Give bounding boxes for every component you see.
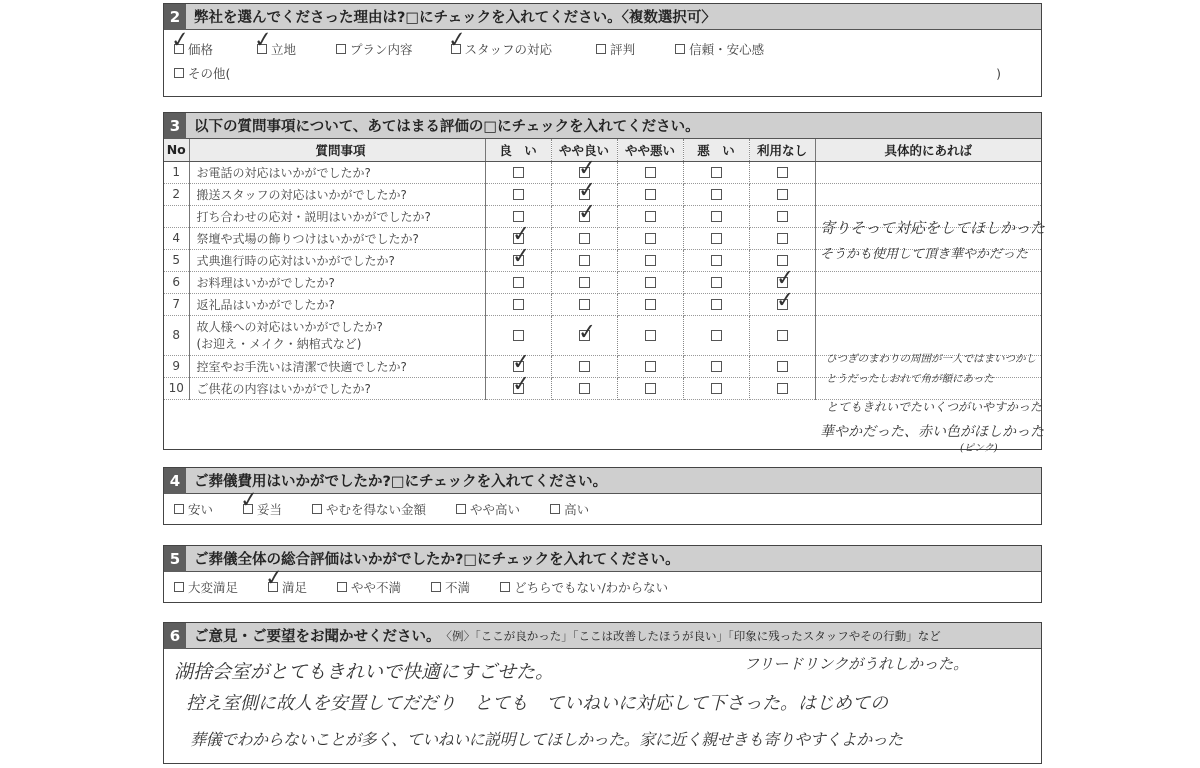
rating-cell <box>617 227 683 249</box>
row-question <box>189 271 485 293</box>
comment-line-1a: 湖捨会室がとてもきれいで快適にすごせた。 <box>174 661 555 683</box>
rating-checkbox[interactable] <box>513 211 524 222</box>
q4-option-label: 妥当 <box>257 502 283 517</box>
q2-option-label: 価格 <box>188 42 214 57</box>
q4-option[interactable] <box>312 500 426 518</box>
table-row <box>164 183 1041 205</box>
header-detail: 具体的にあれば <box>815 139 1041 161</box>
q2-checkbox[interactable] <box>336 44 346 54</box>
check-mark-icon: ✓ <box>576 154 597 182</box>
q4-option-label: やや高い <box>470 502 521 517</box>
check-mark-icon: ✓ <box>263 565 285 592</box>
q2-option[interactable] <box>336 40 413 58</box>
check-mark-icon: ✓ <box>576 318 597 346</box>
q2-checkbox[interactable] <box>174 44 184 54</box>
q4-checkbox[interactable] <box>312 504 322 514</box>
rating-cell <box>683 315 749 355</box>
question-text: ご供花の内容はいかがでしたか? <box>196 381 371 396</box>
q2-checkbox[interactable] <box>596 44 606 54</box>
rating-cell <box>749 355 815 377</box>
q2-option-label: 信頼・安心感 <box>689 42 765 57</box>
rating-cell <box>749 161 815 183</box>
q3-section <box>163 112 1046 454</box>
header-good: 良 い <box>485 139 551 161</box>
row-number: 7 <box>164 293 189 315</box>
rating-cell <box>749 183 815 205</box>
q2-option[interactable] <box>675 40 764 58</box>
rating-checkbox[interactable] <box>645 255 656 266</box>
q2-option[interactable] <box>169 27 214 58</box>
q5-option[interactable] <box>174 578 238 596</box>
rating-cell <box>749 205 815 227</box>
q5-checkbox[interactable] <box>174 582 184 592</box>
question-text: 控室やお手洗いは清潔で快適でしたか? <box>196 359 407 374</box>
check-mark-icon: ✓ <box>510 220 531 248</box>
rating-checkbox[interactable] <box>579 383 590 394</box>
q4-option[interactable] <box>174 500 213 518</box>
detail-note-5: 華やかだった、赤い色がほしかった <box>820 424 1044 440</box>
rating-cell <box>485 271 551 293</box>
row-question <box>189 293 485 315</box>
q5-option-label: やや不満 <box>351 580 402 595</box>
check-mark-icon: ✓ <box>252 27 274 54</box>
question-text: 搬送スタッフの対応はいかがでしたか? <box>196 187 407 202</box>
table-row <box>164 161 1041 183</box>
q5-options <box>164 565 1041 602</box>
q5-option-label: どちらでもない/わからない <box>514 580 669 595</box>
q2-other-close: ) <box>996 65 1001 81</box>
q4-header <box>164 468 1041 494</box>
question-text: 打ち合わせの応対・説明はいかがでしたか? <box>196 209 431 224</box>
q5-option[interactable] <box>263 565 308 596</box>
rating-checkbox[interactable] <box>711 299 722 310</box>
rating-cell <box>551 198 617 227</box>
rating-cell <box>551 355 617 377</box>
q4-option[interactable] <box>456 500 520 518</box>
q2-checkbox[interactable] <box>257 44 267 54</box>
check-mark-icon: ✓ <box>169 27 191 54</box>
row-question <box>189 377 485 399</box>
rating-cell <box>683 205 749 227</box>
rating-checkbox[interactable] <box>711 361 722 372</box>
rating-cell <box>551 377 617 399</box>
header-no: No <box>164 139 189 161</box>
q2-option-label: スタッフの対応 <box>464 42 553 57</box>
q4-checkbox[interactable] <box>174 504 184 514</box>
row-number: 1 <box>164 161 189 183</box>
detail-cell[interactable] <box>815 293 1041 315</box>
q4-checkbox[interactable] <box>456 504 466 514</box>
rating-checkbox[interactable] <box>711 189 722 200</box>
rating-cell <box>617 315 683 355</box>
q2-number: 2 <box>164 4 186 30</box>
rating-checkbox[interactable] <box>777 383 788 394</box>
detail-cell[interactable] <box>815 271 1041 293</box>
q5-option[interactable] <box>500 578 668 596</box>
q4-checkbox[interactable] <box>243 504 253 514</box>
rating-checkbox[interactable] <box>711 277 722 288</box>
check-mark-icon: ✓ <box>510 370 531 398</box>
rating-cell <box>551 227 617 249</box>
rating-cell <box>617 249 683 271</box>
q2-option[interactable] <box>252 27 297 58</box>
rating-checkbox[interactable] <box>711 383 722 394</box>
rating-cell <box>617 271 683 293</box>
rating-cell <box>617 183 683 205</box>
rating-checkbox[interactable] <box>711 211 722 222</box>
header-na: 利用なし <box>749 139 815 161</box>
q5-option[interactable] <box>337 578 401 596</box>
rating-cell <box>683 377 749 399</box>
rating-checkbox[interactable] <box>777 361 788 372</box>
q5-checkbox[interactable] <box>268 582 278 592</box>
q4-title: ご葬儀費用はいかがでしたか?□にチェックを入れてください。 <box>194 474 608 490</box>
q5-number: 5 <box>164 546 186 572</box>
rating-checkbox[interactable] <box>711 255 722 266</box>
rating-cell <box>485 293 551 315</box>
rating-cell <box>749 286 815 315</box>
detail-note-4: とてもきれいでたいくつがいやすかった <box>826 400 1043 414</box>
check-mark-icon: ✓ <box>238 487 260 514</box>
q5-checkbox[interactable] <box>431 582 441 592</box>
rating-checkbox[interactable] <box>711 330 722 341</box>
header-bad: 悪 い <box>683 139 749 161</box>
rating-cell <box>617 377 683 399</box>
q5-section <box>163 545 1042 603</box>
q2-option-label: 評判 <box>610 42 636 57</box>
q2-header <box>164 4 1041 30</box>
q3-table-header <box>164 139 1041 161</box>
row-question <box>189 183 485 205</box>
rating-cell <box>551 293 617 315</box>
q2-options <box>164 27 1041 60</box>
q2-section <box>163 3 1042 97</box>
detail-cell[interactable] <box>815 183 1041 205</box>
q3-header <box>164 113 1041 139</box>
q6-header <box>164 623 1041 649</box>
rating-cell <box>617 161 683 183</box>
rating-checkbox[interactable] <box>579 299 590 310</box>
rating-cell <box>683 271 749 293</box>
rating-checkbox[interactable] <box>645 330 656 341</box>
q2-other-label: その他( <box>188 66 231 81</box>
rating-checkbox[interactable] <box>777 233 788 244</box>
check-mark-icon: ✓ <box>510 242 531 270</box>
q2-checkbox[interactable] <box>675 44 685 54</box>
rating-checkbox[interactable] <box>579 361 590 372</box>
question-text: 返礼品はいかがでしたか? <box>196 297 335 312</box>
rating-checkbox[interactable] <box>645 233 656 244</box>
rating-cell <box>617 355 683 377</box>
q5-option-label: 満足 <box>282 580 308 595</box>
q5-option-label: 大変満足 <box>188 580 239 595</box>
rating-checkbox[interactable] <box>711 167 722 178</box>
header-fairly-good: やや良い <box>551 139 617 161</box>
rating-checkbox[interactable] <box>777 211 788 222</box>
q4-option-label: 高い <box>564 502 590 517</box>
q2-title: 弊社を選んでくださった理由は?□にチェックを入れてください。〈複数選択可〉 <box>194 10 716 26</box>
rating-cell <box>683 293 749 315</box>
q2-other-checkbox[interactable] <box>174 68 184 78</box>
rating-cell <box>749 315 815 355</box>
rating-checkbox[interactable] <box>513 299 524 310</box>
rating-checkbox[interactable] <box>645 211 656 222</box>
q4-number: 4 <box>164 468 186 494</box>
rating-checkbox[interactable] <box>645 277 656 288</box>
q5-checkbox[interactable] <box>500 582 510 592</box>
rating-checkbox[interactable] <box>579 233 590 244</box>
rating-checkbox[interactable] <box>777 189 788 200</box>
comment-line-1b: フリードリンクがうれしかった。 <box>744 655 969 673</box>
rating-checkbox[interactable] <box>513 167 524 178</box>
row-number: 8 <box>164 315 189 355</box>
q4-option[interactable] <box>238 487 283 518</box>
rating-cell <box>617 205 683 227</box>
comment-line-2: 控え室側に故人を安置してだだり とても ていねいに対応して下さった。はじめての <box>186 693 888 714</box>
q6-number: 6 <box>164 623 186 649</box>
question-text: 式典進行時の応対はいかがでしたか? <box>196 253 395 268</box>
row-number: 9 <box>164 355 189 377</box>
rating-checkbox[interactable] <box>579 277 590 288</box>
q6-title: ご意見・ご要望をお聞かせください。 <box>194 629 441 645</box>
rating-cell <box>749 227 815 249</box>
detail-cell[interactable] <box>815 161 1041 183</box>
row-question <box>189 249 485 271</box>
rating-cell <box>551 271 617 293</box>
row-number <box>164 205 189 227</box>
rating-checkbox[interactable] <box>579 255 590 266</box>
rating-checkbox[interactable] <box>645 383 656 394</box>
rating-cell <box>551 315 617 355</box>
rating-cell <box>617 293 683 315</box>
q2-option[interactable] <box>596 40 635 58</box>
row-question <box>189 355 485 377</box>
q3-number: 3 <box>164 113 186 139</box>
q6-example: 〈例〉「ここが良かった」「ここは改善したほうが良い」「印象に残ったスタッフやその行動」など <box>440 628 941 643</box>
rating-cell <box>683 161 749 183</box>
q4-section <box>163 467 1042 525</box>
check-mark-icon: ✓ <box>576 198 597 226</box>
row-number: 2 <box>164 183 189 205</box>
detail-note-6: (ピンク) <box>960 443 998 454</box>
rating-cell <box>683 227 749 249</box>
row-question <box>189 315 485 355</box>
rating-cell <box>749 377 815 399</box>
question-subtext: (お迎え・メイク・納棺式など) <box>196 337 362 351</box>
rating-cell <box>683 249 749 271</box>
q2-option-label: プラン内容 <box>350 42 413 57</box>
table-row <box>164 293 1041 315</box>
q5-header <box>164 546 1041 572</box>
rating-checkbox[interactable] <box>777 167 788 178</box>
q4-option-label: 安い <box>188 502 214 517</box>
row-number: 4 <box>164 227 189 249</box>
q4-option[interactable] <box>550 500 589 518</box>
q5-option-label: 不満 <box>445 580 471 595</box>
q5-title: ご葬儀全体の総合評価はいかがでしたか?□にチェックを入れてください。 <box>194 552 680 568</box>
q5-checkbox[interactable] <box>337 582 347 592</box>
question-text: お料理はいかがでしたか? <box>196 275 335 290</box>
row-number: 10 <box>164 377 189 399</box>
rating-checkbox[interactable] <box>513 330 524 341</box>
rating-cell <box>683 183 749 205</box>
detail-note-3: ひつぎのまわりの周囲が一人ではまいつかしとうだったしおれて角が額にあった <box>826 353 1036 385</box>
rating-checkbox[interactable] <box>645 361 656 372</box>
rating-checkbox[interactable] <box>645 167 656 178</box>
rating-cell <box>485 242 551 271</box>
rating-checkbox[interactable] <box>645 299 656 310</box>
check-mark-icon: ✓ <box>576 176 597 204</box>
q3-title: 以下の質問事項について、あてはまる評価の□にチェックを入れてください。 <box>194 119 700 135</box>
comment-line-3: 葬儀でわからないことが多く、ていねいに説明してほしかった。家に近く親せきも寄りやすくよかった <box>190 730 903 749</box>
rating-cell <box>485 315 551 355</box>
row-number: 5 <box>164 249 189 271</box>
rating-checkbox[interactable] <box>711 233 722 244</box>
detail-note-2: そうかも使用して頂き華やかだった <box>820 247 1029 262</box>
q2-checkbox[interactable] <box>451 44 461 54</box>
check-mark-icon: ✓ <box>446 27 468 54</box>
rating-cell <box>485 161 551 183</box>
rating-checkbox[interactable] <box>645 189 656 200</box>
rating-cell <box>485 370 551 399</box>
rating-checkbox[interactable] <box>513 189 524 200</box>
q4-options <box>164 487 1041 524</box>
q2-option[interactable] <box>446 27 553 58</box>
rating-checkbox[interactable] <box>513 277 524 288</box>
q6-section <box>163 622 1042 764</box>
q2-option-label: 立地 <box>271 42 297 57</box>
row-question <box>189 161 485 183</box>
row-question <box>189 227 485 249</box>
q2-other-row <box>164 60 1041 86</box>
detail-note-1: 寄りそって対応をしてほしかった <box>820 219 1046 237</box>
q4-checkbox[interactable] <box>550 504 560 514</box>
header-question: 質問事項 <box>189 139 485 161</box>
check-mark-icon: ✓ <box>774 286 795 314</box>
rating-checkbox[interactable] <box>777 255 788 266</box>
header-fairly-bad: やや悪い <box>617 139 683 161</box>
row-number: 6 <box>164 271 189 293</box>
rating-cell <box>551 249 617 271</box>
rating-cell <box>485 183 551 205</box>
check-mark-icon: ✓ <box>510 348 531 376</box>
question-text: お電話の対応はいかがでしたか? <box>196 165 371 180</box>
rating-cell <box>683 355 749 377</box>
rating-checkbox[interactable] <box>777 330 788 341</box>
row-question <box>189 205 485 227</box>
q5-option[interactable] <box>431 578 470 596</box>
check-mark-icon: ✓ <box>774 264 795 292</box>
question-text: 祭壇や式場の飾りつけはいかがでしたか? <box>196 231 419 246</box>
q4-option-label: やむを得ない金額 <box>326 502 427 517</box>
table-row <box>164 271 1041 293</box>
question-text: 故人様への対応はいかがでしたか? <box>196 320 383 334</box>
